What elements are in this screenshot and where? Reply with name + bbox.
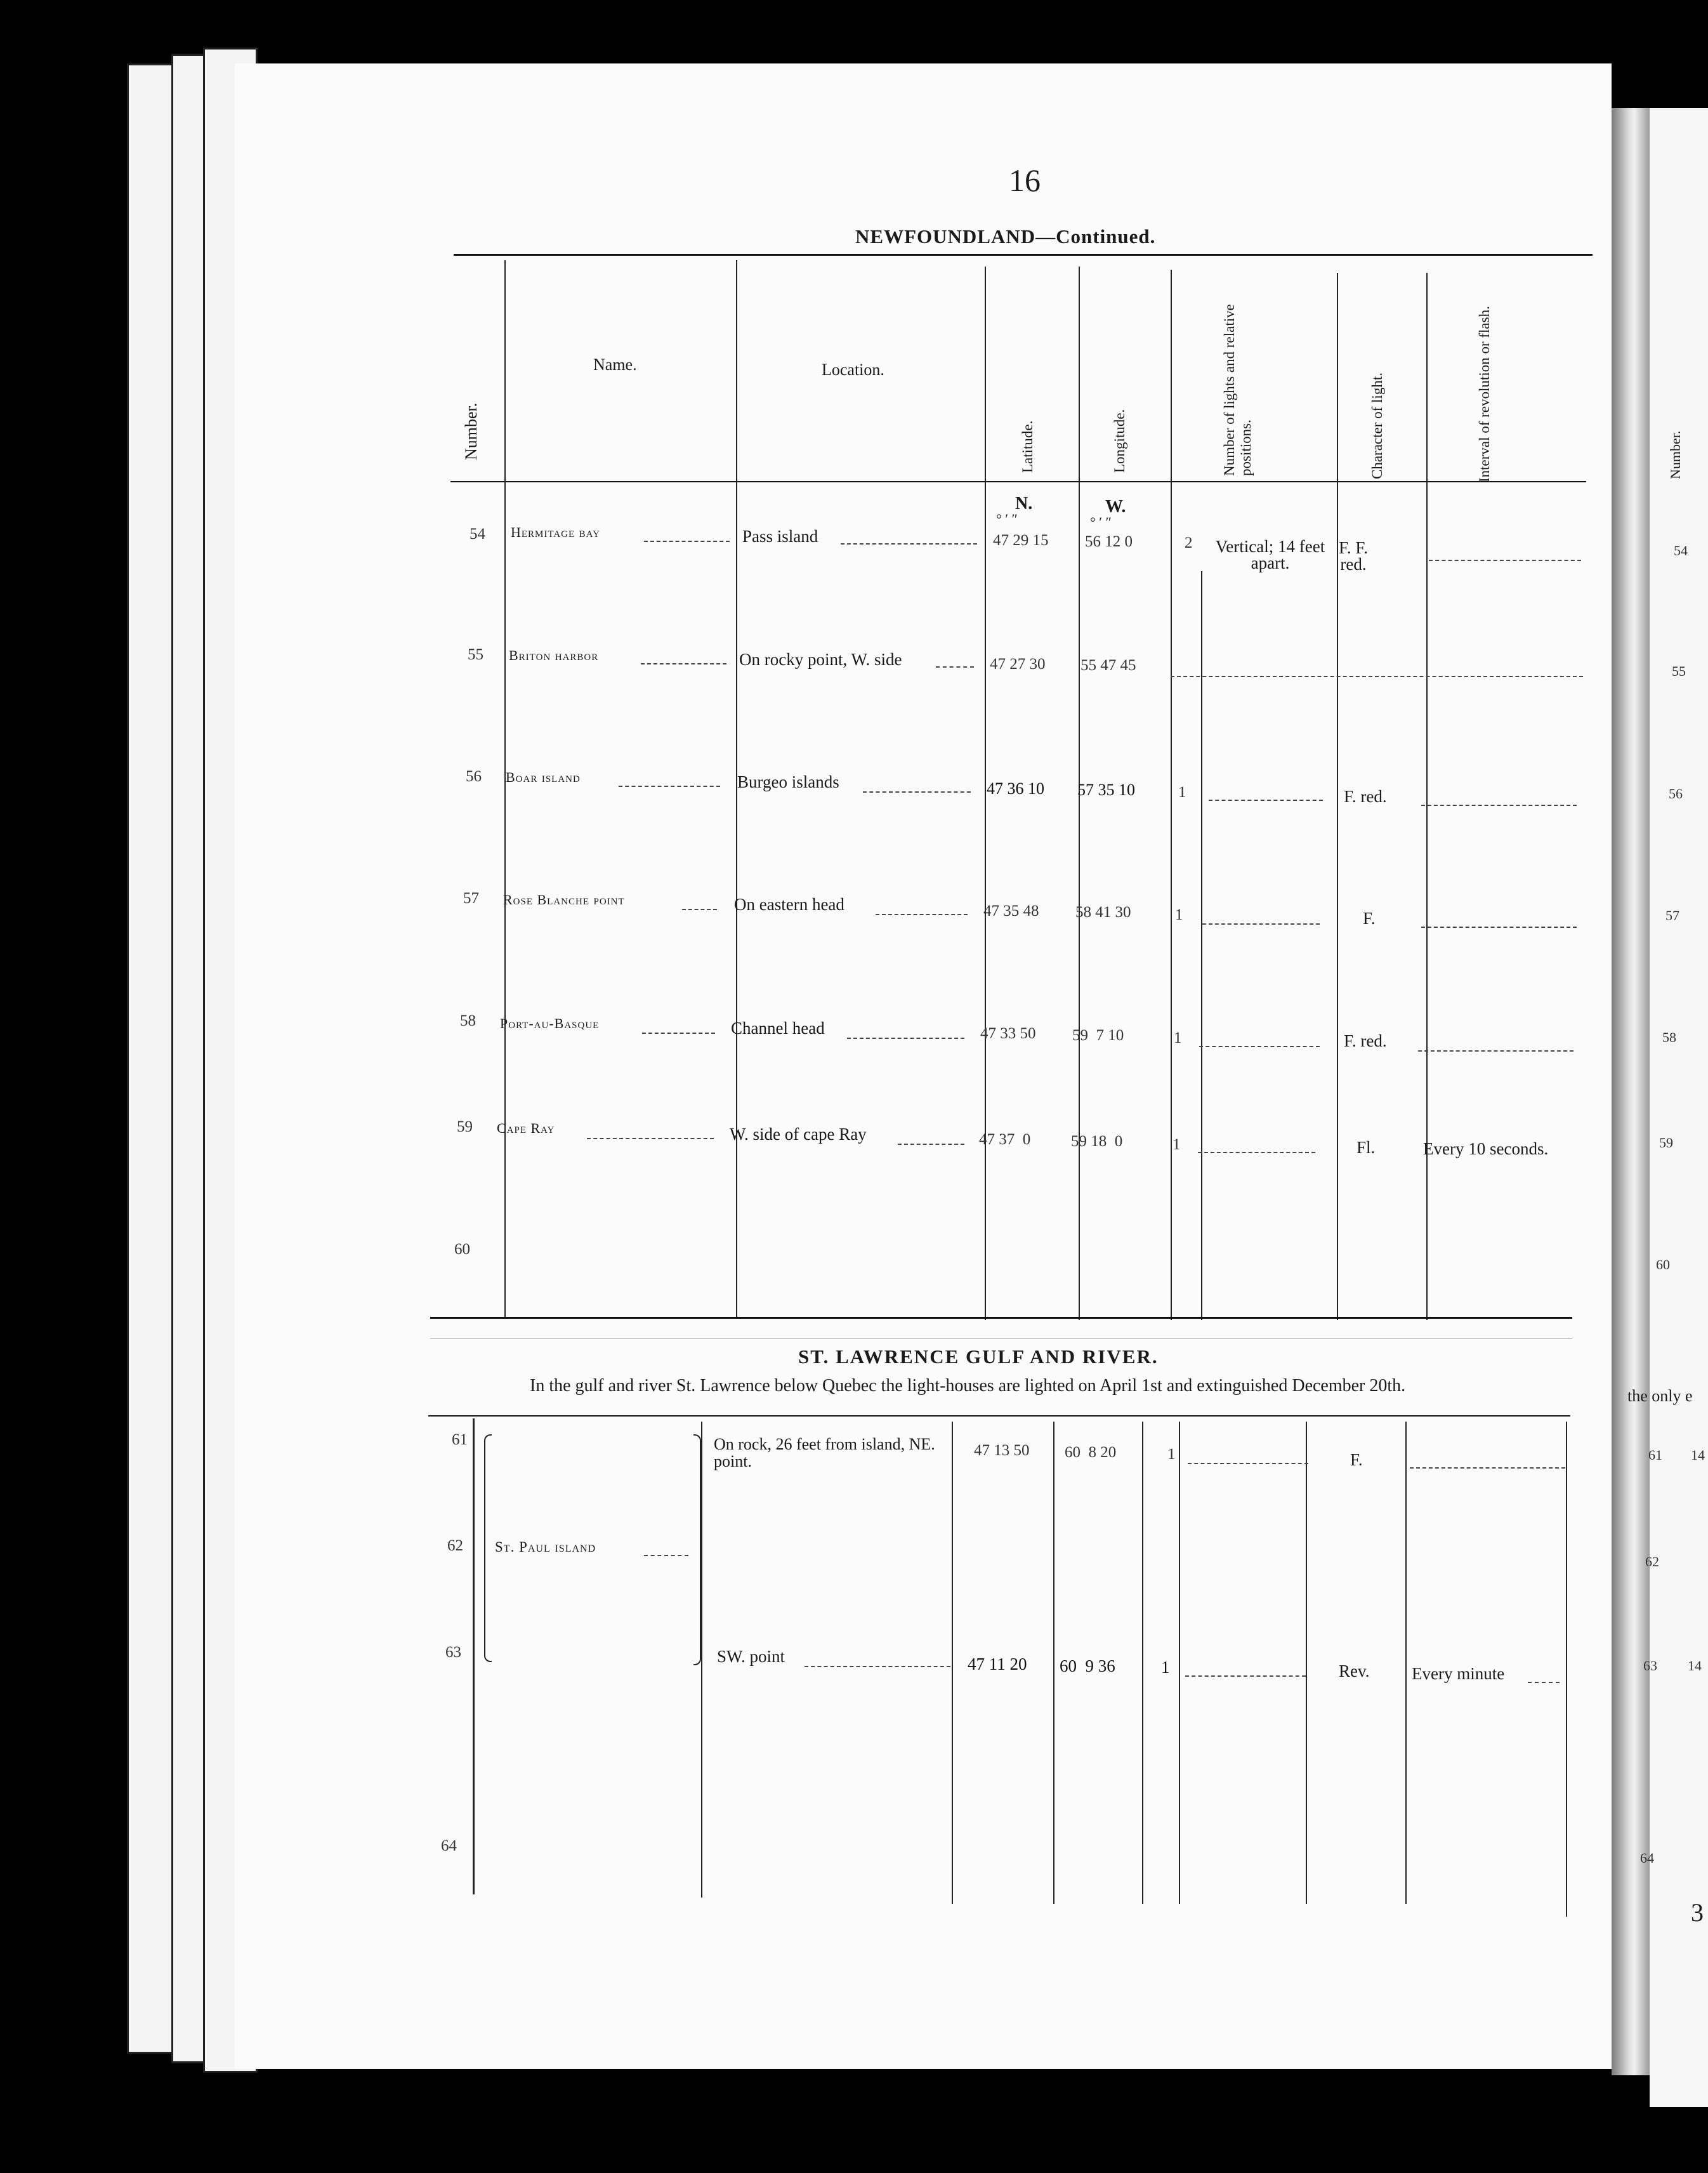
header-character: Character of light. [1369, 373, 1385, 479]
facing-row-number: 57 [1665, 908, 1679, 923]
section-title: NEWFOUNDLAND—Continued. [855, 225, 1156, 248]
row-location: Burgeo islands [737, 772, 839, 791]
leader-dots [1410, 1467, 1565, 1469]
row-longitude: 58 41 30 [1075, 904, 1131, 921]
facing-row-number: 55 [1672, 663, 1686, 679]
row-location: On rock, 26 feet from island, NE. point. [714, 1435, 935, 1470]
row-location: Channel head [731, 1019, 825, 1038]
row-number: 61 [452, 1431, 468, 1448]
leader-dots [1421, 927, 1577, 928]
facing-note-fragment: the only e [1627, 1387, 1693, 1405]
row-name: St. Paul island [495, 1539, 596, 1555]
col-divider [1337, 273, 1338, 1320]
row-location: Pass island [742, 527, 818, 546]
name-brace [484, 1434, 492, 1662]
header-name: Name. [593, 355, 637, 374]
row-character: F. red. [1344, 787, 1387, 806]
row-name: Cape Ray [497, 1120, 555, 1136]
section2-title: ST. LAWRENCE GULF AND RIVER. [798, 1345, 1159, 1368]
row-location: On eastern head [734, 895, 844, 914]
col-divider [1426, 273, 1428, 1320]
leader-dots [587, 1138, 714, 1139]
row-number: 54 [470, 525, 485, 543]
facing-row-number: 56 [1669, 786, 1683, 802]
header-bottom-rule [450, 481, 1586, 482]
table-top-rule [454, 254, 1593, 256]
row-longitude: 59 7 10 [1072, 1027, 1124, 1044]
row-lights: 1 [1175, 906, 1183, 923]
facing-row-number: 59 [1659, 1135, 1673, 1151]
leader-dots [847, 1038, 964, 1039]
row-latitude: 47 36 10 [987, 779, 1044, 798]
page-number: 16 [1009, 162, 1041, 198]
col-divider [985, 267, 986, 1320]
row-location: SW. point [717, 1647, 785, 1666]
col-divider [1053, 1422, 1054, 1904]
col-divider [1306, 1422, 1307, 1904]
leader-dots [641, 663, 726, 664]
leader-dots [644, 541, 730, 542]
row-lights: 2 [1185, 534, 1193, 552]
row-number: 55 [468, 646, 483, 663]
row-character: F. F. red. [1339, 538, 1368, 574]
header-number: Number. [462, 402, 480, 460]
leader-dots [644, 1555, 688, 1556]
facing-row-number: 61 [1648, 1447, 1662, 1463]
row-character: F. red. [1344, 1031, 1387, 1050]
row-number: 62 [447, 1537, 463, 1554]
latitude-hemisphere: N. [1015, 494, 1033, 513]
leader-dots [1198, 1152, 1315, 1153]
row-latitude: 47 27 30 [990, 656, 1046, 673]
facing-lat-fragment: 14 [1691, 1447, 1705, 1463]
leader-dots [1528, 1682, 1560, 1683]
section-rule [430, 1317, 1572, 1319]
leader-dots [1421, 805, 1577, 806]
row-lights: 1 [1167, 1446, 1176, 1463]
section2-note: In the gulf and river St. Lawrence below Quebec the light-houses are lighted on April 1st and extinguished December 20th. [530, 1376, 1406, 1396]
leader-dots [805, 1666, 950, 1667]
row-longitude: 60 8 20 [1065, 1444, 1117, 1461]
col-divider [952, 1422, 953, 1904]
row-number: 63 [445, 1644, 461, 1661]
header-interval: Interval of revolution or flash. [1476, 306, 1492, 482]
longitude-dms-units: ° ′ ″ [1090, 514, 1112, 530]
leader-dots [1202, 923, 1320, 925]
row-longitude: 56 12 0 [1085, 533, 1133, 550]
leader-dots [1209, 800, 1323, 801]
book-binding [1612, 108, 1650, 2075]
row-name: Boar island [506, 769, 581, 785]
row-latitude: 47 11 20 [968, 1655, 1027, 1674]
row-lights: 1 [1174, 1029, 1182, 1047]
row-lights: 1 [1173, 1136, 1181, 1153]
location-brace [693, 1434, 701, 1665]
leader-dots [1429, 560, 1581, 561]
col-divider [1566, 1422, 1567, 1917]
row-character: Fl. [1357, 1138, 1376, 1157]
facing-row-number: 64 [1640, 1850, 1654, 1866]
row-name: Briton harbor [509, 647, 599, 663]
facing-row-number: 62 [1645, 1554, 1659, 1569]
row-name: Hermitage bay [511, 524, 600, 540]
row-number: 56 [466, 768, 482, 785]
leader-dots [936, 666, 974, 668]
row-lights: 1 [1161, 1658, 1170, 1677]
facing-page [1650, 108, 1708, 2107]
col-divider [1142, 1422, 1143, 1904]
leader-dots [1185, 1675, 1306, 1677]
row-latitude: 47 33 50 [980, 1025, 1036, 1042]
row-lights: 1 [1178, 784, 1186, 801]
row-latitude: 47 37 0 [979, 1131, 1031, 1148]
row-location: On rocky point, W. side [739, 650, 902, 669]
leader-dots [1188, 1463, 1308, 1464]
row-position: Vertical; 14 feet apart. [1215, 537, 1325, 572]
leader-dots [863, 791, 971, 793]
row-latitude: 47 13 50 [974, 1442, 1030, 1459]
header-longitude: Longitude. [1112, 409, 1127, 473]
facing-row-number: 54 [1674, 543, 1688, 558]
row-character: Rev. [1339, 1661, 1370, 1681]
col-divider [1405, 1422, 1407, 1904]
row-number: 60 [454, 1241, 470, 1258]
header-latitude: Latitude. [1020, 420, 1035, 473]
row-number: 58 [460, 1012, 476, 1029]
col-divider [473, 1418, 475, 1894]
facing-row-number: 58 [1662, 1029, 1676, 1045]
leader-dots [1171, 676, 1583, 677]
row-longitude: 60 9 36 [1060, 1656, 1115, 1675]
leader-dots [682, 909, 717, 910]
row-interval: Every minute [1412, 1664, 1505, 1683]
row-character: F. [1363, 909, 1376, 928]
leader-dots [619, 786, 720, 787]
row-longitude: 59 18 0 [1071, 1133, 1123, 1150]
leader-dots [1199, 1046, 1320, 1047]
header-location: Location. [822, 360, 884, 379]
facing-lat-fragment: 14 [1688, 1658, 1702, 1674]
col-divider [1171, 270, 1172, 1320]
leader-dots [898, 1144, 964, 1145]
row-name: Port-au-Basque [500, 1015, 600, 1031]
row-location: W. side of cape Ray [730, 1125, 867, 1144]
facing-page-number-fragment: 3 [1691, 1898, 1704, 1927]
longitude-hemisphere: W. [1105, 497, 1126, 517]
row-number: 64 [441, 1837, 457, 1854]
facing-row-number: 60 [1656, 1257, 1670, 1272]
row-character: F. [1350, 1450, 1363, 1469]
col-divider [504, 260, 506, 1317]
row-interval: Every 10 seconds. [1423, 1139, 1549, 1158]
col-divider [701, 1422, 702, 1898]
leader-dots [1418, 1050, 1573, 1052]
leader-dots [642, 1033, 715, 1034]
row-longitude: 55 47 45 [1081, 657, 1136, 674]
row-latitude: 47 29 15 [993, 532, 1049, 549]
col-divider [1179, 1422, 1180, 1904]
header-lights: Number of lights and relative positions. [1221, 304, 1254, 476]
row-name: Rose Blanche point [503, 892, 625, 908]
facing-header-number: Number. [1667, 430, 1683, 479]
row-number: 59 [457, 1118, 473, 1135]
facing-row-number: 63 [1643, 1658, 1657, 1674]
row-longitude: 57 35 10 [1077, 781, 1135, 799]
leader-dots [841, 543, 977, 545]
leader-dots [876, 914, 968, 915]
row-latitude: 47 35 48 [983, 902, 1039, 920]
col-divider [1201, 571, 1202, 1320]
row-number: 57 [463, 890, 479, 907]
latitude-dms-units: ° ′ ″ [996, 511, 1018, 527]
section2-header-rule [428, 1415, 1570, 1417]
